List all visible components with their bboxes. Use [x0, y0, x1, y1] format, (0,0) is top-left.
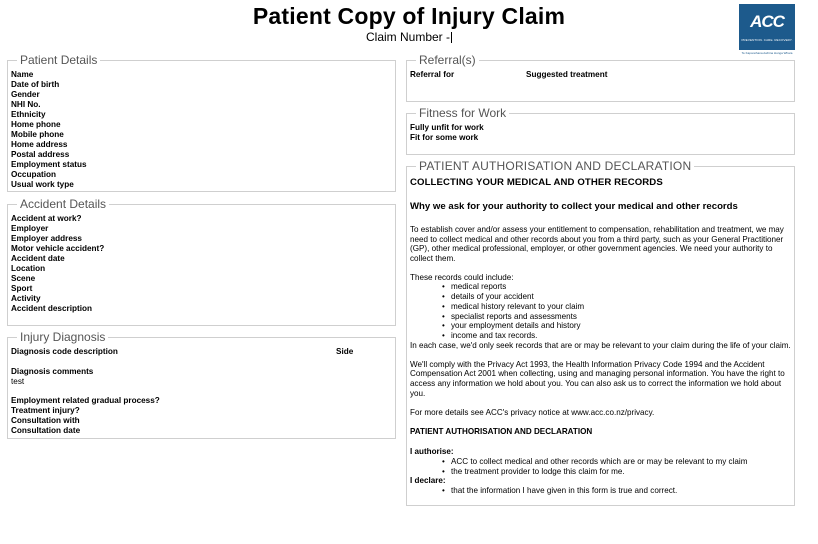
- accident-field-label: Sport: [11, 284, 33, 293]
- patient-field-label: Home address: [11, 140, 68, 149]
- patient-field-label: Postal address: [11, 150, 70, 159]
- fit-some-work-label: Fit for some work: [410, 133, 479, 142]
- treatment-injury-label: Treatment injury?: [11, 406, 80, 415]
- records-heading: COLLECTING YOUR MEDICAL AND OTHER RECORDS: [410, 177, 663, 188]
- page-title: Patient Copy of Injury Claim: [252, 3, 566, 29]
- patient-field-label: Home phone: [11, 120, 61, 129]
- declare-label: I declare:: [410, 476, 446, 486]
- claim-number-label: Claim Number -: [365, 30, 450, 44]
- accident-field-label: Motor vehicle accident?: [11, 244, 105, 253]
- consultation-date-label: Consultation date: [11, 426, 81, 435]
- declaration-subheading: PATIENT AUTHORISATION AND DECLARATION: [410, 426, 593, 436]
- relevance-paragraph: In each case, we'd only seek records that are or may be relevant to your claim during the life of your claim.: [410, 340, 791, 350]
- record-item: • specialist reports and assessments: [451, 312, 792, 322]
- accident-field-label: Employer: [11, 224, 49, 233]
- diagnosis-code-label: Diagnosis code description: [11, 347, 118, 356]
- authority-subheading: Why we ask for your authority to collect your medical and other records: [410, 201, 738, 212]
- accident-details-legend: Accident Details: [17, 197, 109, 211]
- patient-field-label: NHI No.: [11, 100, 41, 109]
- patient-field-label: Occupation: [11, 170, 57, 179]
- consultation-with-label: Consultation with: [11, 416, 80, 425]
- authorise-item: • ACC to collect medical and other records which are or may be relevant to my claim: [451, 457, 792, 467]
- patient-field-label: Employment status: [11, 160, 87, 169]
- referral-for-label: Referral for: [410, 70, 455, 79]
- referrals-legend: Referral(s): [416, 53, 479, 67]
- accident-details-panel: [7, 197, 396, 326]
- patient-field-label: Name: [11, 70, 34, 79]
- side-label: Side: [336, 347, 354, 356]
- privacy-notice-paragraph: For more details see ACC's privacy notice at www.acc.co.nz/privacy.: [410, 407, 655, 417]
- diagnosis-comments-label: Diagnosis comments: [11, 367, 94, 376]
- patient-field-label: Usual work type: [11, 180, 74, 189]
- acc-logo: [739, 4, 795, 50]
- authorise-item: • the treatment provider to lodge this claim for me.: [451, 467, 792, 477]
- logo-maori-name: Te Kaporeihana Awhina Hunga Whara: [741, 51, 793, 55]
- gradual-process-label: Employment related gradual process?: [11, 396, 160, 405]
- declare-list: [410, 486, 792, 496]
- diagnosis-comments-value: test: [11, 377, 25, 386]
- authority-paragraph: To establish cover and/or assess your entitlement to compensation, rehabilitation and treatment, we may need to collect medical and other records about you from a third party, such as your General Practitioner (GP), other medical professional, employer, or other government agencies. We need your authority to collect them.: [410, 225, 784, 263]
- claim-number: [0, 30, 818, 44]
- record-item: • your employment details and history: [451, 321, 792, 331]
- accident-field-label: Activity: [11, 294, 41, 303]
- patient-field-label: Date of birth: [11, 80, 60, 89]
- fully-unfit-label: Fully unfit for work: [410, 123, 484, 132]
- record-item: • medical reports: [451, 282, 792, 292]
- patient-field-label: Mobile phone: [11, 130, 64, 139]
- privacy-paragraph: We'll comply with the Privacy Act 1993, the Health Information Privacy Code 1994 and the Accident Compensation Act 2001 when collecting, using and managing personal information. You have the right to access any information we hold about you. You can also ask us to correct the information we hold about you.: [410, 359, 785, 398]
- patient-field-label: Ethnicity: [11, 110, 46, 119]
- record-item: • medical history relevant to your claim: [451, 302, 792, 312]
- patient-details-legend: Patient Details: [17, 53, 100, 67]
- fitness-panel: [406, 106, 795, 155]
- text-cursor: [451, 32, 452, 43]
- injury-diagnosis-panel: [7, 330, 396, 439]
- accident-details-fields: [11, 214, 104, 314]
- patient-details-panel: [7, 53, 396, 192]
- authorisation-legend: PATIENT AUTHORISATION AND DECLARATION: [416, 159, 694, 173]
- accident-field-label: Scene: [11, 274, 36, 283]
- injury-diagnosis-legend: Injury Diagnosis: [17, 330, 108, 344]
- records-list: [410, 282, 792, 340]
- authorisation-panel: [406, 159, 795, 506]
- suggested-treatment-label: Suggested treatment: [526, 70, 608, 79]
- authorise-label: I authorise:: [410, 447, 454, 457]
- patient-field-label: Gender: [11, 90, 40, 99]
- accident-field-label: Accident at work?: [11, 214, 82, 223]
- record-item: • details of your accident: [451, 292, 792, 302]
- accident-field-label: Location: [11, 264, 46, 273]
- logo-mark: ACC: [750, 12, 784, 31]
- authorise-list: [410, 457, 792, 476]
- accident-field-label: Accident date: [11, 254, 65, 263]
- records-intro: These records could include:: [410, 272, 514, 282]
- authorisation-content: [410, 176, 792, 496]
- patient-details-fields: [11, 70, 87, 190]
- accident-field-label: Accident description: [11, 304, 92, 313]
- declare-item: • that the information I have given in this form is true and correct.: [451, 486, 792, 496]
- logo-tagline: PREVENTION. CARE. RECOVERY.: [741, 38, 793, 42]
- fitness-legend: Fitness for Work: [416, 106, 509, 120]
- accident-field-label: Employer address: [11, 234, 82, 243]
- record-item: • income and tax records.: [451, 331, 792, 341]
